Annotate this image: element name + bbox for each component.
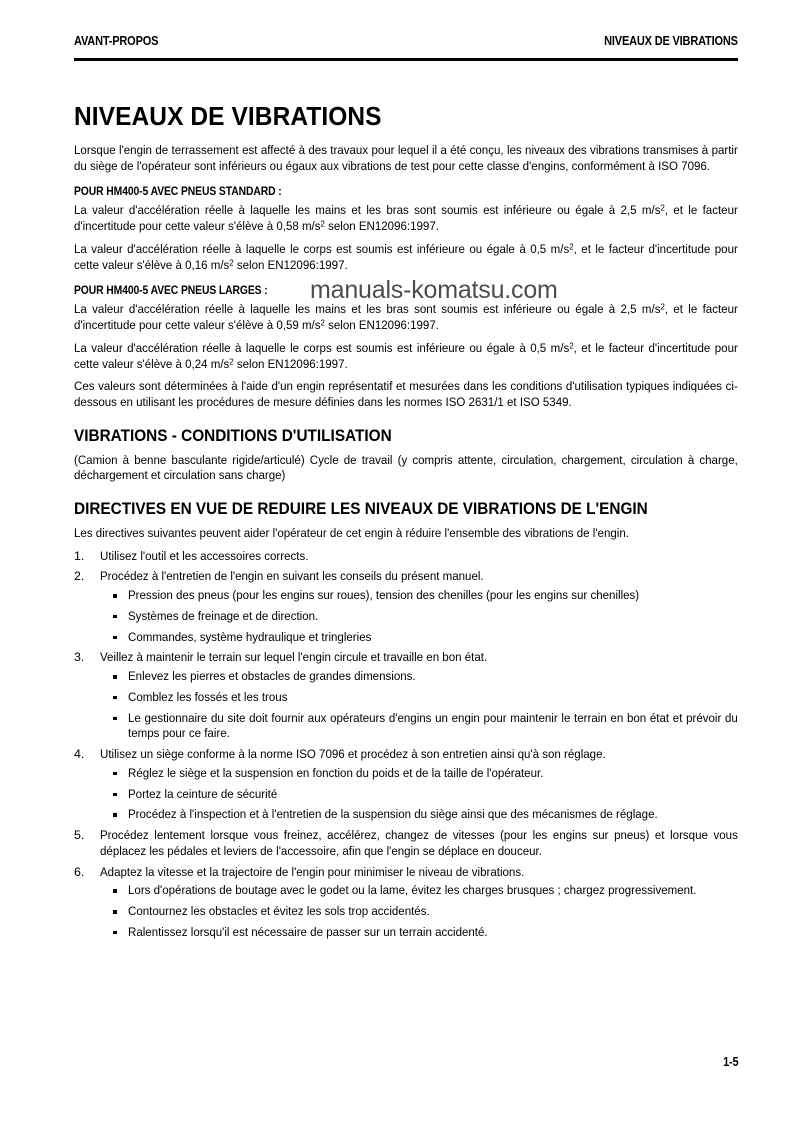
list-item-text: Procédez lentement lorsque vous freinez, accélérez, changez de vitesses (pour les engins sur pneus) et lorsque vous déplacez les pédales et leviers de l'accessoire, afin que l'engin se déplace en douceur. xyxy=(100,828,738,858)
list-item-text: Utilisez l'outil et les accessoires corrects. xyxy=(100,548,309,563)
list-item-text: Enlevez les pierres et obstacles de grandes dimensions. xyxy=(128,669,416,684)
intro-paragraph: Lorsque l'engin de terrassement est affecté à des travaux pour lequel il a été conçu, les niveaux des vibrations transmises à partir du siège de l'opérateur sont inférieurs ou égaux aux vibrations de test pour cette classe d'engins, conformément à ISO 7096. xyxy=(74,142,738,173)
superscript-two: 2 xyxy=(320,218,325,229)
larges-body-text-a: La valeur d'accélération réelle à laquelle le corps est soumis est inférieure ou égale à 0,5 m/s xyxy=(74,340,570,355)
header-rule xyxy=(74,58,738,61)
sub-bullet-list xyxy=(100,883,738,940)
list-item-text: Le gestionnaire du site doit fournir aux opérateurs d'engins un engin pour maintenir le terrain en bon état et prévoir du temps pour ce faire. xyxy=(128,710,738,741)
standard-hand-arm-text-a: La valeur d'accélération réelle à laquelle les mains et les bras sont soumis est inférieure ou égale à 2,5 m/s xyxy=(74,203,661,218)
list-item xyxy=(100,630,738,646)
larges-hand-arm-text-a: La valeur d'accélération réelle à laquelle les mains et les bras sont soumis est inférieure ou égale à 2,5 m/s xyxy=(74,302,661,317)
list-item xyxy=(100,807,738,823)
list-item xyxy=(74,549,738,565)
list-item-text: Lors d'opérations de boutage avec le godet ou la lame, évitez les charges brusques ; chargez progressivement. xyxy=(128,883,697,898)
list-item xyxy=(100,588,738,604)
larges-body-text-b: , et le facteur d'incertitude pour cette valeur s'élève à 0,24 m/s xyxy=(74,340,738,371)
superscript-two: 2 xyxy=(569,340,574,351)
list-item xyxy=(100,904,738,920)
list-item-text: Commandes, système hydraulique et tringleries xyxy=(128,629,372,644)
list-item-text: Contournez les obstacles et évitez les sols trop accidentés. xyxy=(128,904,430,919)
superscript-two: 2 xyxy=(320,317,325,328)
list-item-text: Procédez à l'entretien de l'engin en suivant les conseils du présent manuel. xyxy=(100,569,484,584)
list-item xyxy=(74,747,738,823)
page-title: NIVEAUX DE VIBRATIONS xyxy=(74,103,382,131)
running-header-left: AVANT-PROPOS xyxy=(74,34,159,48)
square-bullet-icon xyxy=(113,813,117,817)
square-bullet-icon xyxy=(113,696,117,700)
square-bullet-icon xyxy=(113,615,117,619)
list-item-number: 4. xyxy=(74,747,85,762)
larges-body-text-c: selon EN12096:1997. xyxy=(233,356,348,371)
square-bullet-icon xyxy=(113,793,117,797)
list-item xyxy=(74,828,738,860)
list-item-text: Veillez à maintenir le terrain sur lequel l'engin circule et travaille en bon état. xyxy=(100,650,488,665)
superscript-two: 2 xyxy=(660,202,665,213)
list-item xyxy=(74,865,738,941)
standard-body-paragraph xyxy=(74,242,738,274)
standard-hand-arm-text-b: , et le facteur d'incertitude pour cette valeur s'élève à 0,58 m/s xyxy=(74,203,738,234)
heading-directives: DIRECTIVES EN VUE DE REDUIRE LES NIVEAUX DE VIBRATIONS DE L'ENGIN xyxy=(74,500,648,519)
heading-wide-tires: POUR HM400-5 AVEC PNEUS LARGES : xyxy=(74,283,268,298)
standard-hand-arm-text-c: selon EN12096:1997. xyxy=(324,219,439,234)
standard-body-text-b: , et le facteur d'incertitude pour cette valeur s'élève à 0,16 m/s xyxy=(74,241,738,272)
larges-hand-arm-text-c: selon EN12096:1997. xyxy=(324,318,439,333)
list-item-text: Utilisez un siège conforme à la norme ISO 7096 et procédez à son entretien ainsi qu'à son réglage. xyxy=(100,747,606,762)
sub-bullet-list xyxy=(100,766,738,823)
square-bullet-icon xyxy=(113,772,117,776)
determination-paragraph: Ces valeurs sont déterminées à l'aide d'un engin représentatif et mesurées dans les conditions d'utilisation typiques indiquées ci-dessous en utilisant les procédures de mesure définies dans les normes ISO 2631/1 et ISO 5349. xyxy=(74,379,738,410)
conditions-paragraph: (Camion à benne basculante rigide/articulé) Cycle de travail (y compris attente, circulation, chargement, circulation à charge, déchargement et circulation sans charge) xyxy=(74,452,738,483)
larges-hand-arm-text-b: , et le facteur d'incertitude pour cette valeur s'élève à 0,59 m/s xyxy=(74,302,738,333)
list-item xyxy=(100,609,738,625)
list-item-text: Pression des pneus (pour les engins sur roues), tension des chenilles (pour les engins sur chenilles) xyxy=(128,588,640,603)
heading-standard-tires: POUR HM400-5 AVEC PNEUS STANDARD : xyxy=(74,184,282,199)
directives-list xyxy=(74,549,738,941)
sub-bullet-list xyxy=(100,669,738,742)
square-bullet-icon xyxy=(113,594,117,598)
square-bullet-icon xyxy=(113,675,117,679)
list-item xyxy=(100,787,738,803)
superscript-two: 2 xyxy=(660,301,665,312)
directives-intro-paragraph: Les directives suivantes peuvent aider l'opérateur de cet engin à réduire l'ensemble des vibrations de l'engin. xyxy=(74,525,629,540)
document-body xyxy=(74,104,738,946)
square-bullet-icon xyxy=(113,717,117,721)
standard-body-text-a: La valeur d'accélération réelle à laquelle le corps est soumis est inférieure ou égale à 0,5 m/s xyxy=(74,241,570,256)
list-item xyxy=(100,690,738,706)
list-item xyxy=(100,711,738,743)
list-item-number: 2. xyxy=(74,569,85,584)
list-item-number: 1. xyxy=(74,548,85,563)
list-item-text: Procédez à l'inspection et à l'entretien de la suspension du siège ainsi que des mécanismes de réglage. xyxy=(128,807,658,822)
list-item xyxy=(74,569,738,645)
running-header xyxy=(74,34,738,58)
list-item-number: 6. xyxy=(74,864,85,879)
list-item xyxy=(100,883,738,899)
standard-body-text-c: selon EN12096:1997. xyxy=(233,257,348,272)
list-item xyxy=(100,925,738,941)
list-item-text: Ralentissez lorsqu'il est nécessaire de passer sur un terrain accidenté. xyxy=(128,924,488,939)
larges-body-paragraph xyxy=(74,341,738,373)
standard-hand-arm-paragraph xyxy=(74,203,738,235)
watermark: manuals-komatsu.com xyxy=(310,276,558,304)
list-item-text: Systèmes de freinage et de direction. xyxy=(128,608,319,623)
square-bullet-icon xyxy=(113,636,117,640)
list-item-number: 5. xyxy=(74,828,85,843)
running-header-right: NIVEAUX DE VIBRATIONS xyxy=(604,34,738,48)
superscript-two: 2 xyxy=(229,256,234,267)
list-item-text: Adaptez la vitesse et la trajectoire de l'engin pour minimiser le niveau de vibrations. xyxy=(100,864,525,879)
page-number: 1-5 xyxy=(722,1055,738,1069)
list-item-number: 3. xyxy=(74,650,85,665)
list-item-text: Réglez le siège et la suspension en fonction du poids et de la taille de l'opérateur. xyxy=(128,765,544,780)
list-item xyxy=(100,669,738,685)
sub-bullet-list xyxy=(100,588,738,645)
list-item-text: Portez la ceinture de sécurité xyxy=(128,786,278,801)
larges-hand-arm-paragraph xyxy=(74,302,738,334)
list-item-text: Comblez les fossés et les trous xyxy=(128,689,288,704)
square-bullet-icon xyxy=(113,889,117,893)
square-bullet-icon xyxy=(113,931,117,935)
list-item xyxy=(74,650,738,742)
square-bullet-icon xyxy=(113,910,117,914)
heading-vibration-conditions: VIBRATIONS - CONDITIONS D'UTILISATION xyxy=(74,426,392,445)
superscript-two: 2 xyxy=(569,241,574,252)
superscript-two: 2 xyxy=(229,355,234,366)
list-item xyxy=(100,766,738,782)
